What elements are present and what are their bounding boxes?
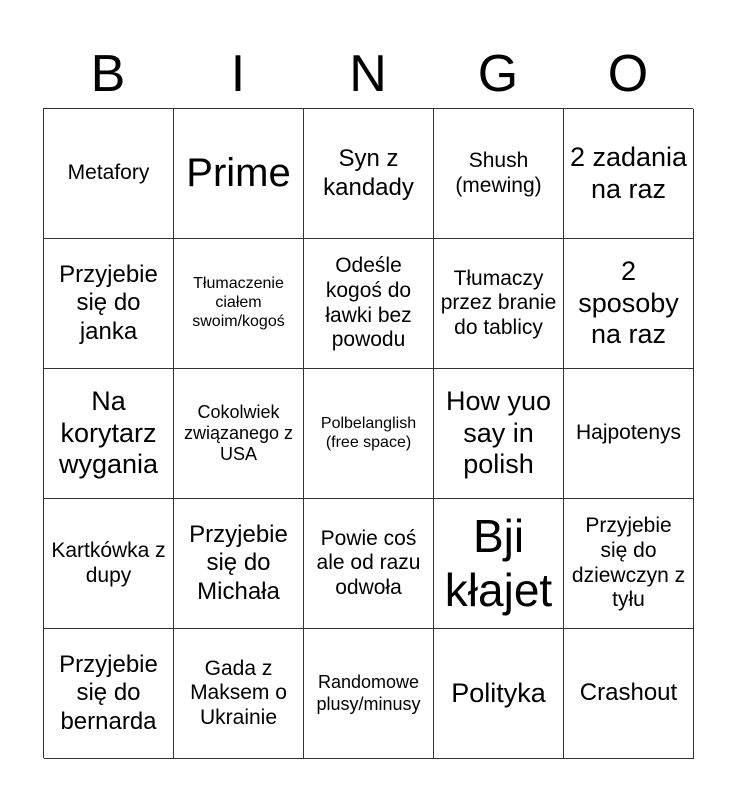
bingo-cell[interactable] [564,369,694,499]
bingo-cell[interactable] [44,239,174,369]
bingo-cell[interactable] [434,629,564,759]
cell-text: Randomowe plusy/minusy [316,672,421,714]
bingo-cell[interactable] [304,109,434,239]
bingo-board [43,108,693,758]
cell-text: Prime [186,151,291,196]
cell-text: Przyjebie się do dziewczyn z tyłu [571,514,686,612]
cell-text: Metafory [67,161,150,185]
bingo-cell[interactable] [434,369,564,499]
header-letter-n: N [349,45,387,103]
bingo-cell[interactable] [304,629,434,759]
cell-text: Syn z kandady [323,145,414,201]
cell-text: Bji kłajet [444,509,553,616]
bingo-cell[interactable] [304,239,434,369]
bingo-cell[interactable] [434,499,564,629]
cell-text: Przyjebie się do Michała [189,521,288,605]
cell-text: Cokolwiek związanego z USA [183,401,294,465]
bingo-cell[interactable] [174,109,304,239]
bingo-cell[interactable] [44,109,174,239]
header-letter-i: I [230,45,246,103]
cell-text: Przyjebie się do janka [59,261,158,345]
cell-text: How yuo say in polish [445,386,552,480]
cell-text: Shush (mewing) [455,148,542,197]
cell-text: Odeśle kogoś do ławki bez powodu [325,254,412,352]
bingo-cell[interactable] [174,239,304,369]
header-letter-b: B [90,45,126,103]
cell-text: 2 zadania na raz [569,141,688,204]
cell-text: Kartkówka z dupy [51,538,166,587]
cell-text: Crashout [579,679,678,707]
cell-text: Na korytarz wygania [58,386,159,480]
bingo-cell[interactable] [44,369,174,499]
cell-text: Polityka [451,677,546,708]
bingo-header [43,40,693,108]
cell-text: Hajpotenys [575,421,682,445]
bingo-cell[interactable] [304,499,434,629]
cell-text: Gada z Maksem o Ukrainie [190,656,287,729]
cell-text: Polbelanglish (free space) [320,414,417,451]
bingo-cell[interactable] [564,499,694,629]
bingo-cell[interactable] [564,629,694,759]
bingo-cell[interactable] [44,499,174,629]
cell-text: Przyjebie się do bernarda [59,651,158,735]
bingo-cell[interactable] [564,239,694,369]
bingo-cell[interactable] [434,239,564,369]
bingo-cell[interactable] [174,629,304,759]
bingo-cell[interactable] [174,499,304,629]
header-letter-o: O [607,45,649,103]
bingo-cell[interactable] [174,369,304,499]
bingo-cell[interactable] [304,369,434,499]
cell-text: 2 sposoby na raz [578,256,679,350]
cell-text: Tłumaczenie ciałem swoim/kogoś [192,275,285,330]
cell-text: Tłumaczy przez branie do tablicy [440,266,557,339]
bingo-cell[interactable] [564,109,694,239]
bingo-cell[interactable] [44,629,174,759]
cell-text: Powie coś ale od razu odwoła [316,526,421,599]
bingo-cell[interactable] [434,109,564,239]
header-letter-g: G [477,45,519,103]
